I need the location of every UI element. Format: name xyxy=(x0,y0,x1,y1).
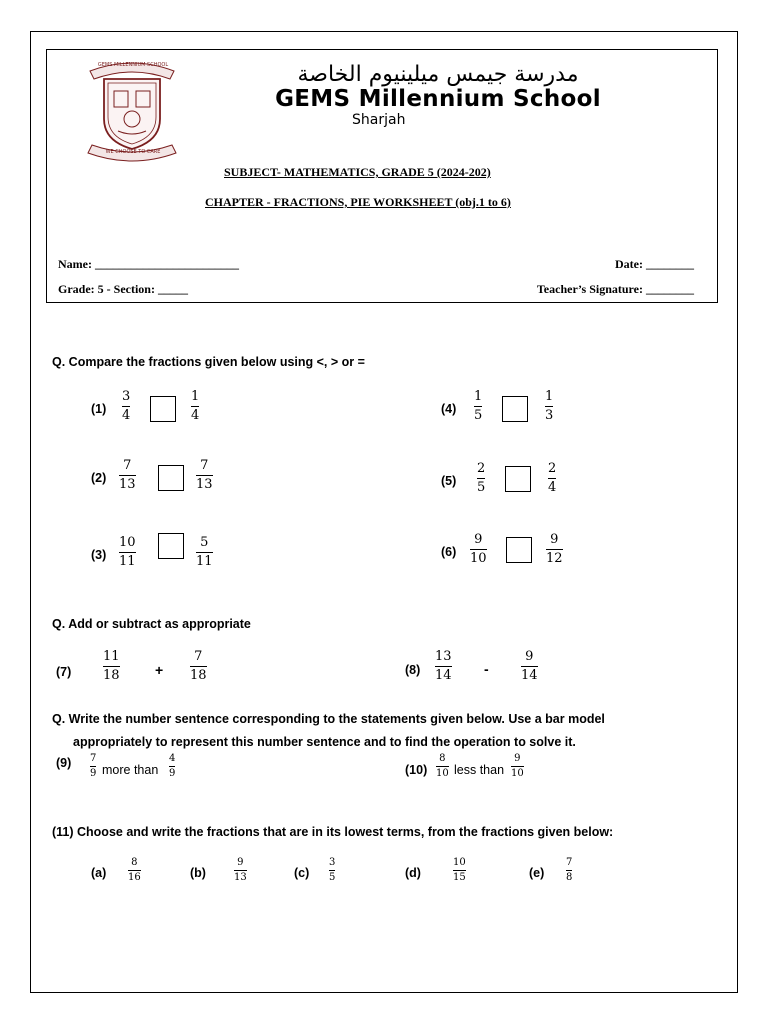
fraction: 7 9 xyxy=(90,753,97,779)
fraction: 7 13 xyxy=(196,458,213,492)
fraction: 1 3 xyxy=(545,389,554,423)
fraction: 8 10 xyxy=(436,753,449,779)
name-field[interactable]: Name: ________________________ xyxy=(58,257,239,271)
item-number: (7) xyxy=(56,665,72,679)
fraction: 9 10 xyxy=(511,753,524,779)
add-subtract-instruction: Q. Add or subtract as appropriate xyxy=(52,617,251,631)
operator: - xyxy=(484,661,489,677)
fraction: 7 13 xyxy=(119,458,136,492)
fraction: 2 5 xyxy=(477,461,486,495)
option-label: (b) xyxy=(190,866,206,880)
item-number: (2) xyxy=(91,471,107,485)
answer-box[interactable] xyxy=(158,533,184,559)
fraction: 1 5 xyxy=(474,389,483,423)
answer-box[interactable] xyxy=(505,466,531,492)
fraction: 11 18 xyxy=(103,649,120,683)
fraction: 9 13 xyxy=(234,857,247,883)
number-sentence-instruction-line1: Q. Write the number sentence corresponding to the statements given below. Use a bar model xyxy=(52,712,605,726)
fraction: 10 15 xyxy=(453,857,466,883)
fraction: 13 14 xyxy=(435,649,452,683)
operator: + xyxy=(155,662,164,678)
answer-box[interactable] xyxy=(506,537,532,563)
item-number: (9) xyxy=(56,756,72,770)
fraction: 4 9 xyxy=(169,753,176,779)
item-number: (10) xyxy=(405,763,428,777)
fraction: 9 12 xyxy=(546,532,563,566)
number-sentence-instruction-line2: appropriately to represent this number sentence and to find the operation to solve it. xyxy=(73,735,576,749)
grade-section-field[interactable]: Grade: 5 - Section: _____ xyxy=(58,282,188,296)
compare-instruction: Q. Compare the fractions given below using <, > or = xyxy=(52,355,365,369)
lowest-terms-instruction: (11) Choose and write the fractions that are in its lowest terms, from the fractions given below: xyxy=(52,825,614,839)
item-number: (3) xyxy=(91,548,107,562)
school-name-english: GEMS Millennium School xyxy=(275,86,601,112)
answer-box[interactable] xyxy=(150,396,176,422)
option-label: (c) xyxy=(294,866,310,880)
option-label: (a) xyxy=(91,866,107,880)
logo-bottom-ribbon: WE CHOOSE TO CARE xyxy=(105,149,161,155)
comparison-phrase: less than xyxy=(454,763,505,777)
fraction: 3 5 xyxy=(329,857,336,883)
fraction: 9 10 xyxy=(470,532,487,566)
school-name-arabic: مدرسة جيمس ميلينيوم الخاصة xyxy=(297,62,579,87)
fraction: 7 8 xyxy=(566,857,573,883)
subject-line: SUBJECT- MATHEMATICS, GRADE 5 (2024-202) xyxy=(224,165,491,179)
item-number: (5) xyxy=(441,474,457,488)
fraction: 2 4 xyxy=(548,461,557,495)
fraction: 8 16 xyxy=(128,857,141,883)
fraction: 7 18 xyxy=(190,649,207,683)
chapter-line: CHAPTER - FRACTIONS, PIE WORKSHEET (obj.1 to 6) xyxy=(205,195,511,209)
fraction: 1 4 xyxy=(191,389,200,423)
comparison-phrase: more than xyxy=(102,763,159,777)
answer-box[interactable] xyxy=(158,465,184,491)
fraction: 5 11 xyxy=(196,535,213,569)
option-label: (d) xyxy=(405,866,421,880)
fraction: 10 11 xyxy=(119,535,136,569)
item-number: (1) xyxy=(91,402,107,416)
fraction: 3 4 xyxy=(122,389,131,423)
item-number: (6) xyxy=(441,545,457,559)
item-number: (4) xyxy=(441,402,457,416)
fraction: 9 14 xyxy=(521,649,538,683)
option-label: (e) xyxy=(529,866,545,880)
logo-top-ribbon: GEMS MILLENNIUM SCHOOL xyxy=(97,62,169,68)
answer-box[interactable] xyxy=(502,396,528,422)
school-city: Sharjah xyxy=(352,112,406,128)
item-number: (8) xyxy=(405,663,421,677)
date-field[interactable]: Date: ________ xyxy=(615,257,694,271)
teacher-signature-field[interactable]: Teacher’s Signature: ________ xyxy=(536,282,694,296)
